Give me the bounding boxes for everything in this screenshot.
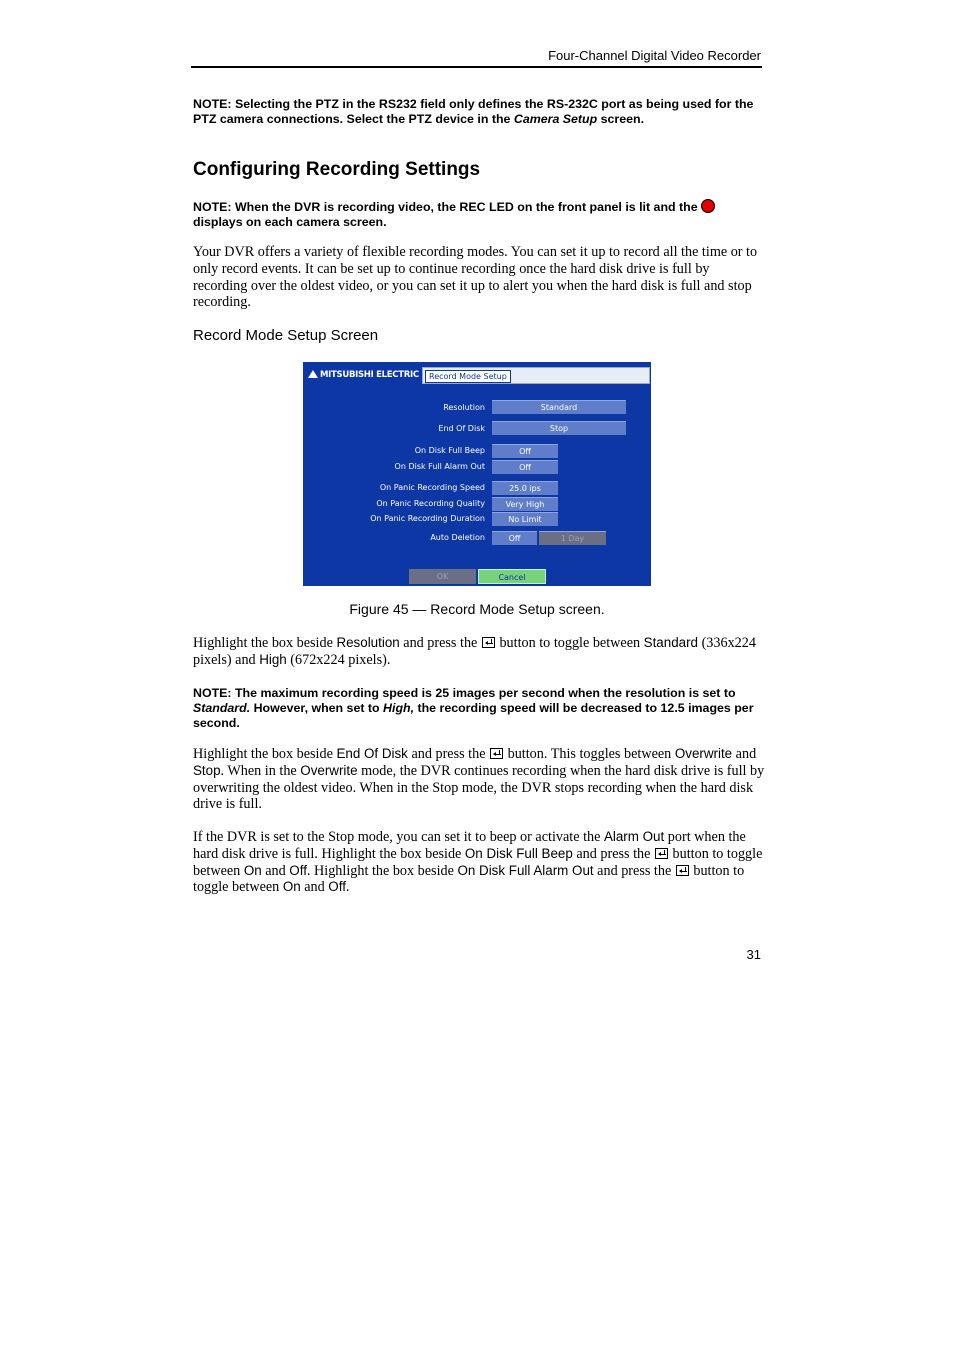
- rec-led-note-tail: displays on each camera screen.: [193, 215, 387, 229]
- ui-term: On: [243, 862, 262, 878]
- text-run: .: [345, 879, 350, 896]
- text-run: . When in the: [220, 762, 301, 779]
- text-run: port when the hard disk drive is full. Highlight the box beside: [193, 829, 746, 862]
- intro-paragraph: Your DVR offers a variety of flexible recording modes. You can set it up to record all the time or to only record events. It can be set up to continue recording once the hard disk drive is full by recording over the oldest video, or you can set it up to alert you when the hard disk is full and stop recording.: [193, 244, 758, 311]
- enter-key-icon: [655, 848, 668, 859]
- text-run: Highlight the box beside: [193, 746, 337, 762]
- emphasis: High,: [383, 701, 415, 715]
- page-number: 31: [746, 947, 761, 962]
- resolution-paragraph: [193, 635, 765, 669]
- ui-term: End Of Disk: [336, 746, 408, 761]
- enter-key-icon: [490, 748, 503, 759]
- ok-button[interactable]: OK: [409, 569, 476, 584]
- emphasis: Standard.: [193, 701, 251, 715]
- text-run: . Highlight the box beside: [306, 862, 458, 879]
- text-run: and: [732, 746, 757, 762]
- text-run: the recording speed will be decreased to 12.5 images per second.: [193, 701, 754, 730]
- rec-led-note-lead: NOTE: When the DVR is recording video, the REC LED on the front panel is lit and the: [193, 200, 698, 214]
- ui-term: On: [282, 879, 301, 895]
- ui-term: Stop: [193, 762, 221, 778]
- auto-deletion-label: Auto Deletion: [430, 533, 485, 542]
- ui-term: On Disk Full Beep: [464, 845, 573, 861]
- text-run: Highlight the box beside: [193, 635, 337, 651]
- ui-term: On Disk Full Alarm Out: [457, 862, 594, 878]
- text-run: and: [300, 879, 329, 896]
- text-run: (672x224 pixels).: [286, 651, 391, 668]
- ptz-note-emphasis: Camera Setup: [513, 112, 598, 126]
- text-run: (336x224 pixels) and: [193, 635, 756, 668]
- brand-logo: [308, 370, 419, 380]
- ui-term: Standard: [643, 635, 699, 650]
- screen-title: Record Mode Setup: [425, 370, 511, 383]
- ui-term: Alarm Out: [603, 829, 665, 844]
- ui-term: Off: [289, 862, 307, 878]
- panic-quality-label: On Panic Recording Quality: [376, 499, 485, 508]
- end-of-disk-paragraph: [193, 746, 765, 813]
- ui-term: Off: [328, 879, 346, 895]
- ptz-note-tail: screen.: [597, 112, 645, 126]
- record-mode-setup-screen: [303, 362, 651, 586]
- figure-caption: Figure 45 — Record Mode Setup screen.: [349, 601, 605, 617]
- cancel-button[interactable]: Cancel: [478, 569, 546, 584]
- resolution-field[interactable]: Standard: [492, 400, 626, 414]
- speed-note: [193, 686, 763, 731]
- panic-speed-label: On Panic Recording Speed: [379, 483, 485, 492]
- text-run: mode, the DVR continues recording when the hard disk drive is full by overwriting the oldest video. When in the Stop mode, the DVR stops recording when the hard disk drive is full.: [193, 762, 765, 813]
- auto-deletion-field[interactable]: Off: [492, 531, 537, 545]
- mitsubishi-logo-icon: [308, 370, 318, 378]
- text-run: button to toggle between: [495, 635, 644, 651]
- ui-term: High: [259, 651, 287, 667]
- header-rule: [191, 66, 762, 68]
- text-run: and press the: [572, 845, 654, 862]
- text-run: NOTE: The maximum recording speed is 25 images per second when the resolution is set to: [193, 686, 736, 700]
- rec-indicator-icon: [701, 199, 715, 213]
- ui-term: Resolution: [336, 635, 400, 650]
- panic-quality-field[interactable]: Very High: [492, 497, 558, 511]
- disk-full-alarm-field[interactable]: Off: [492, 460, 558, 474]
- section-title: Configuring Recording Settings: [193, 159, 481, 180]
- brand-logo-text: MITSUBISHI ELECTRIC: [320, 370, 419, 380]
- text-run: However, when set to: [250, 701, 384, 715]
- text-run: and: [261, 862, 290, 879]
- ptz-note-lead: NOTE: Selecting the PTZ in the RS232 field only defines the RS-232C port as being used for the PTZ camera connections. Select the PTZ device in the: [193, 97, 754, 126]
- text-run: button. This toggles between: [504, 746, 675, 762]
- text-run: and press the: [399, 635, 481, 651]
- ptz-note: [193, 97, 763, 127]
- panic-duration-field[interactable]: No Limit: [492, 512, 558, 526]
- end-of-disk-field[interactable]: Stop: [492, 421, 626, 435]
- text-run: and press the: [593, 862, 675, 879]
- panic-speed-field[interactable]: 25.0 ips: [492, 481, 558, 495]
- text-run: button to toggle between: [193, 845, 763, 879]
- running-header: Four-Channel Digital Video Recorder: [548, 48, 761, 63]
- text-run: button to toggle between: [193, 862, 745, 896]
- text-run: and press the: [407, 746, 490, 762]
- alarm-paragraph: [193, 829, 765, 896]
- screen-title-bar: [422, 367, 650, 384]
- auto-deletion-period-field[interactable]: 1 Day: [539, 531, 606, 545]
- ui-term: Overwrite: [300, 762, 358, 778]
- resolution-label: Resolution: [443, 403, 485, 412]
- enter-key-icon: [676, 865, 689, 876]
- ui-term: Overwrite: [674, 746, 733, 761]
- subsection-title: Record Mode Setup Screen: [193, 327, 379, 344]
- disk-full-beep-field[interactable]: Off: [492, 444, 558, 458]
- enter-key-icon: [482, 637, 495, 648]
- disk-full-beep-label: On Disk Full Beep: [414, 446, 485, 455]
- text-run: If the DVR is set to the Stop mode, you can set it to beep or activate the: [193, 829, 604, 845]
- disk-full-alarm-label: On Disk Full Alarm Out: [394, 462, 485, 471]
- panic-duration-label: On Panic Recording Duration: [370, 514, 485, 523]
- end-of-disk-label: End Of Disk: [438, 424, 485, 433]
- rec-led-note: [193, 199, 763, 230]
